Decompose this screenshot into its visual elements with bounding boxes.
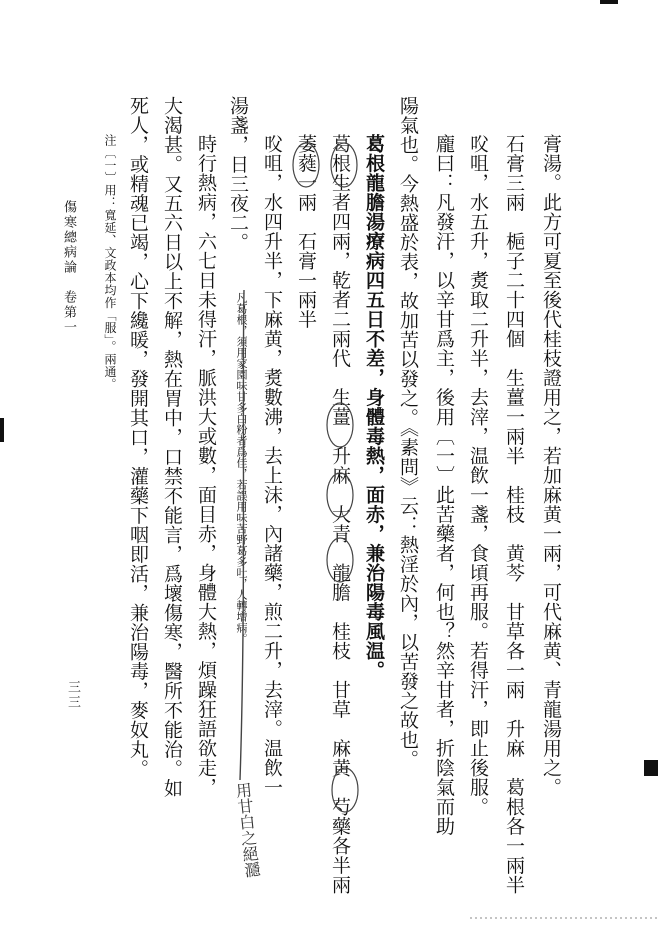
- text-column-8: 萎蕤一兩 石膏一兩半: [295, 134, 317, 329]
- text-column-12: 時行熱病，六七日未得汗，脈洪大或數，面目赤，身體大熱，煩躁狂語欲走，: [195, 134, 217, 797]
- text-column-1-body: 膏湯。此方可夏至後代桂枝證用之，若加麻黄一兩，可代麻黄、青龍湯用之。: [540, 134, 562, 797]
- scan-edge-mark-left: [0, 418, 4, 442]
- handwritten-note: 用甘白之絕㶏: [232, 781, 262, 879]
- text-column-4: 龐曰：凡發汗，以辛甘爲主，後用〔一〕此苦藥者，何也？然辛甘者，折陰氣而助: [433, 134, 455, 836]
- text-column-9: 㕮咀，水四升半，下麻黄，煑數沸，去上沫，內諸藥，煎二升，去滓。温飲一: [261, 134, 283, 797]
- footnote-column: 注〔一〕用：寬延、文政本均作「服」。兩通。: [103, 134, 117, 391]
- text-column-7: 葛根生者四兩，乾者二兩代 生薑 升麻 大青 龍膽 桂枝 甘草 麻黄 芍藥各半兩: [329, 134, 351, 895]
- text-column-3: 㕮咀，水五升，煑取二升半，去滓，温飲一盞，食頃再服。若得汗，即止後服。: [467, 134, 489, 817]
- scan-edge-mark-top: [600, 0, 618, 4]
- text-column-13: 大渴甚。又五六日以上不解，熱在胃中，口禁不能言，爲壞傷寒，醫所不能治。如: [161, 96, 183, 798]
- text-column-14: 死人，或精魂已竭，心下纔暖，發開其口，灌藥下咽即活，兼治陽毒，麥奴丸。: [127, 96, 149, 779]
- running-title: 傷寒總病論 卷第一: [61, 200, 76, 335]
- annotation-column-11: 凡葛根，須用家園味甘多白粉者爲佳，若誤用味苦野葛多吐，人轉增病。: [235, 292, 248, 644]
- page-number: 三三: [65, 680, 80, 710]
- scan-edge-mark-right: [644, 760, 658, 776]
- text-column-5: 陽氣也。今熱盛於表，故加苦以發之。《素問》云：熱淫於內，以苦發之故也。: [397, 96, 419, 769]
- text-column-10: 湯盞，日三夜二。: [227, 96, 249, 252]
- text-column-2: 石膏三兩 梔子二十四個 生薑一兩半 桂枝 黄芩 甘草各一兩 升麻 葛根各一兩半: [503, 134, 525, 895]
- text-column-6-heading: 葛根龍膽湯療病四五日不差，身體毒熱，面赤，兼治陽毒風温。: [363, 134, 385, 680]
